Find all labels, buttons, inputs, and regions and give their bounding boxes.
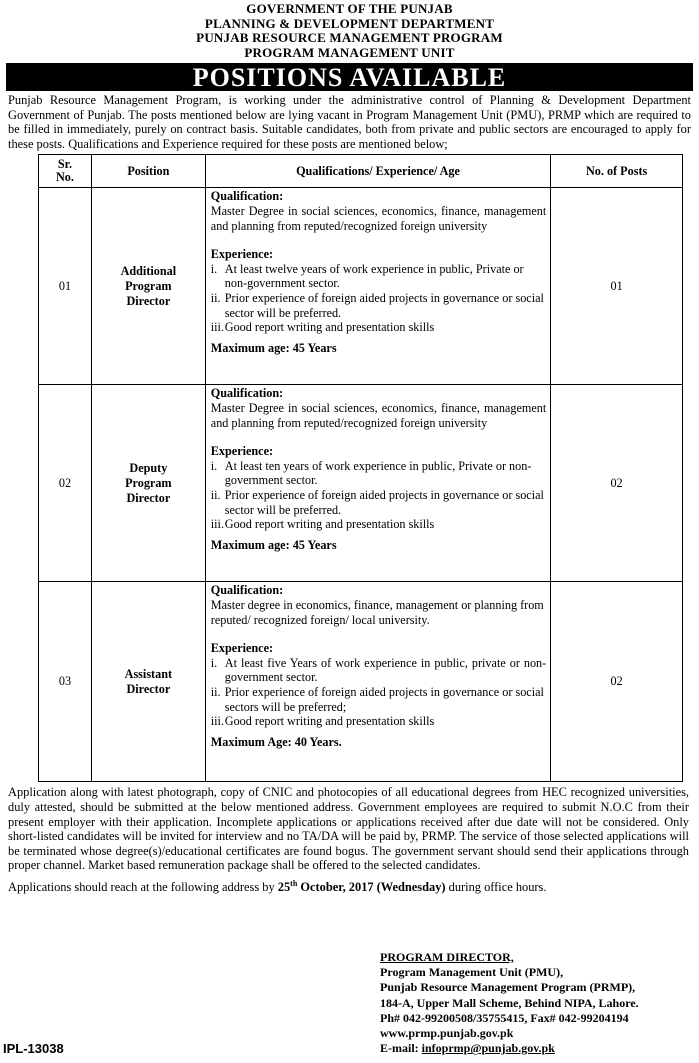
sr-no-cell: 01 <box>39 188 92 385</box>
header-line-government: GOVERNMENT OF THE PUNJAB <box>246 1 453 16</box>
header-line-program: PUNJAB RESOURCE MANAGEMENT PROGRAM <box>196 30 503 45</box>
qualification-text: Master Degree in social sciences, economics, finance, management and planning from reputed/recognized foreign university <box>210 400 547 430</box>
header-no-of-posts: No. of Posts <box>551 155 683 188</box>
experience-label: Experience: <box>210 247 274 262</box>
sr-no-cell: 03 <box>39 582 92 782</box>
max-age: Maximum age: 45 Years <box>210 340 337 355</box>
sr-no-cell: 02 <box>39 385 92 582</box>
header-sr-no: Sr. No. <box>39 155 92 188</box>
header-line-department: PLANNING & DEVELOPMENT DEPARTMENT <box>204 15 495 31</box>
posts-cell: 02 <box>551 582 683 782</box>
ipl-number: IPL-13038 <box>3 1041 64 1056</box>
experience-item: ii. Prior experience of foreign aided projects in governance or social sectors will be preferred; <box>210 684 544 714</box>
qualification-label: Qualification: <box>210 189 284 204</box>
posts-cell: 02 <box>551 385 683 582</box>
experience-item: ii. Prior experience of foreign aided projects in governance or social sector will be preferred. <box>210 290 544 320</box>
email-link[interactable]: infoprmp@punjab.gov.pk <box>421 1041 555 1056</box>
experience-item: ii. Prior experience of foreign aided projects in governance or social sector will be preferred. <box>210 487 544 517</box>
address-line: 184-A, Upper Mall Scheme, Behind NIPA, Lahore. <box>380 995 639 1010</box>
posts-cell: 01 <box>551 188 683 385</box>
address-heading: PROGRAM DIRECTOR, <box>380 950 514 964</box>
qualification-label: Qualification: <box>210 583 284 598</box>
position-cell: Assistant Director <box>91 582 205 782</box>
table-row <box>39 385 683 582</box>
intro-paragraph: Punjab Resource Management Program, is working under the administrative control of Planning & Development Department Government of Punjab. The posts mentioned below are lying vacant in Program Management Unit (PMU), PRMP which are required to be filled in immediately, purely on contract basis. Suitable candidates, both from private and public sectors are encouraged to apply for these posts. Qualifications and Experience required for these posts are mentioned below; <box>8 93 691 151</box>
max-age: Maximum Age: 40 Years. <box>210 734 342 749</box>
header-position: Position <box>91 155 205 188</box>
qualifications-cell <box>205 188 550 385</box>
email-line: E-mail: infoprmp@punjab.gov.pk <box>380 1041 555 1056</box>
positions-banner: POSITIONS AVAILABLE <box>6 63 693 91</box>
position-cell: Additional Program Director <box>91 188 205 385</box>
notice-header <box>0 0 699 60</box>
qualification-text: Master degree in economics, finance, management or planning from reputed/ recognized foreign/ local university. <box>210 597 544 627</box>
experience-item: iii. Good report writing and presentation skills <box>210 714 435 729</box>
deadline-line: Applications should reach at the following address by 25th October, 2017 (Wednesday) during office hours. <box>8 878 547 895</box>
table-header-row <box>39 155 683 188</box>
position-cell: Deputy Program Director <box>91 385 205 582</box>
header-qualifications: Qualifications/ Experience/ Age <box>205 155 550 188</box>
address-line: Punjab Resource Management Program (PRMP), <box>380 980 636 995</box>
contact-address <box>380 950 639 1056</box>
experience-item: iii. Good report writing and presentation skills <box>210 517 435 532</box>
positions-table <box>38 154 683 782</box>
qualifications-cell <box>205 582 550 782</box>
website-link[interactable]: www.prmp.punjab.gov.pk <box>380 1026 514 1041</box>
table-row <box>39 188 683 385</box>
experience-label: Experience: <box>210 641 274 656</box>
qualification-text: Master Degree in social sciences, economics, finance, management and planning from reputed/recognized foreign university <box>210 203 547 233</box>
header-line-unit: PROGRAM MANAGEMENT UNIT <box>244 44 455 60</box>
experience-item: iii. Good report writing and presentation skills <box>210 320 435 335</box>
address-line: Program Management Unit (PMU), <box>380 965 564 980</box>
application-instructions: Application along with latest photograph, copy of CNIC and photocopies of all educational degrees from HEC recognized universities, duly attested, should be submitted at the below mentioned address. Government employees are required to submit N.O.C from their present employer with their application. Incomplete applications or applications received after due date will not be considered. Only short-listed candidates will be invited for interview and no TA/DA will be paid by, PRMP. The service of those selected applications will be terminated whose degree(s)/educational certificates are found bogus. The government servant should send their applications through proper channel. Market based remuneration package shall be offered to the selected candidates. <box>8 785 689 873</box>
experience-item: i. At least ten years of work experience in public, Private or non-government sector. <box>210 458 532 488</box>
experience-item: i. At least twelve years of work experience in public, Private or non-government sector. <box>210 261 524 291</box>
phone-fax: Ph# 042-99200508/35755415, Fax# 042-99204194 <box>380 1010 629 1025</box>
table-row <box>39 582 683 782</box>
qualification-label: Qualification: <box>210 386 284 401</box>
experience-item: i. At least five Years of work experience in public, private or non-government sector. <box>210 655 547 685</box>
max-age: Maximum age: 45 Years <box>210 537 337 552</box>
qualifications-cell <box>205 385 550 582</box>
experience-label: Experience: <box>210 444 274 459</box>
